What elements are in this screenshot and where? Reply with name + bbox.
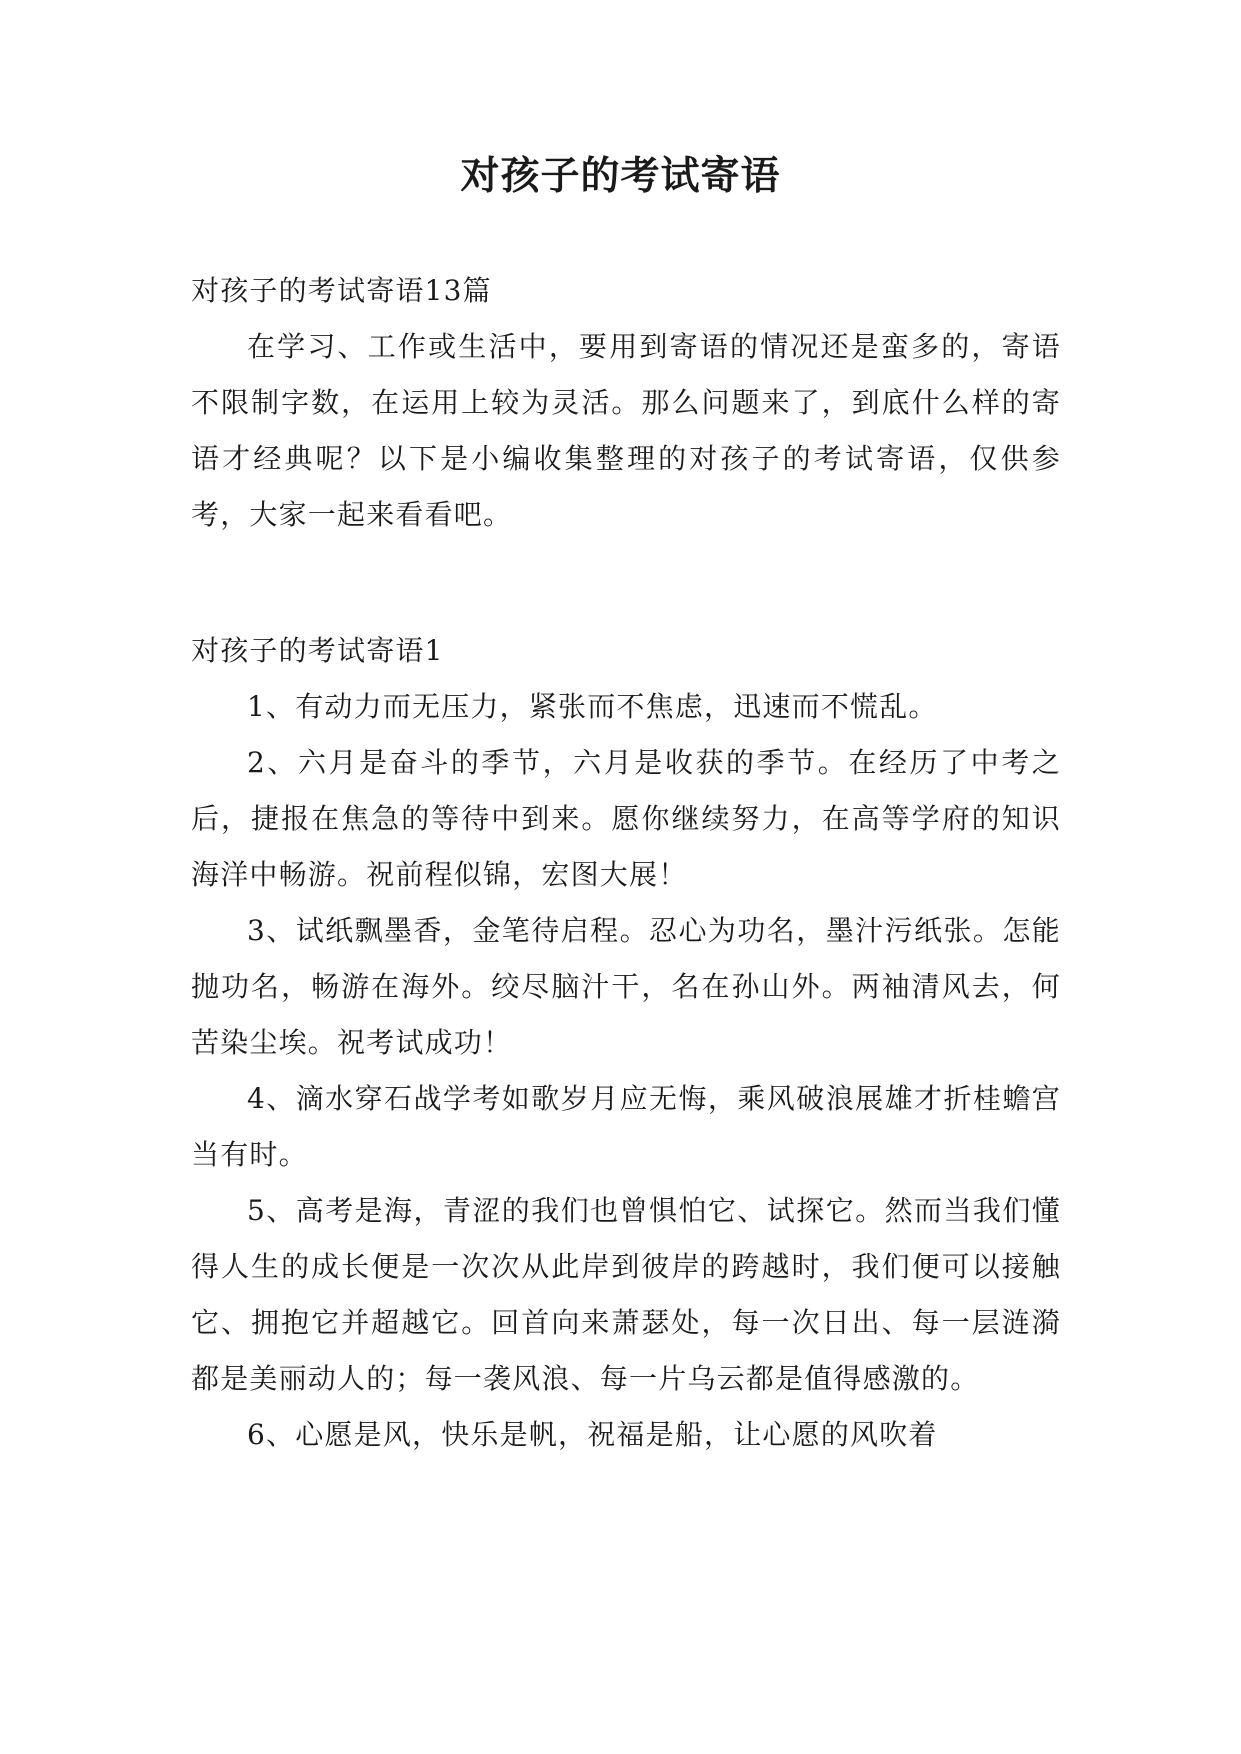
- intro-paragraph: 在学习、工作或生活中，要用到寄语的情况还是蛮多的，寄语不限制字数，在运用上较为灵活。那么问题来了，到底什么样的寄语才经典呢？以下是小编收集整理的对孩子的考试寄语，仅供参考，大家一起来看看吧。: [191, 330, 1061, 531]
- section-gap: [191, 543, 1061, 623]
- list-item: 1、有动力而无压力，紧张而不焦虑，迅速而不慌乱。: [247, 690, 938, 723]
- list-item: 6、心愿是风，快乐是帆，祝福是船，让心愿的风吹着: [247, 1418, 938, 1451]
- document-title: 对孩子的考试寄语: [460, 153, 781, 199]
- list-item: 5、高考是海，青涩的我们也曾惧怕它、试探它。然而当我们懂得人生的成长便是一次次从此岸到彼岸的跨越时，我们便可以接触它、拥抱它并超越它。回首向来萧瑟处，每一次日出、每一层涟漪都是美丽动人的；每一袭风浪、每一片乌云都是值得感激的。: [191, 1194, 1061, 1395]
- list-item: 2、六月是奋斗的季节，六月是收获的季节。在经历了中考之后，捷报在焦急的等待中到来。愿你继续努力，在高等学府的知识海洋中畅游。祝前程似锦，宏图大展！: [191, 746, 1061, 891]
- list-item: 3、试纸飘墨香，金笔待启程。忍心为功名，墨汁污纸张。怎能抛功名，畅游在海外。绞尽脑汁干，名在孙山外。两袖清风去，何苦染尘埃。祝考试成功！: [191, 914, 1061, 1059]
- section-heading: 对孩子的考试寄语1: [191, 634, 444, 667]
- document-body: [191, 263, 1061, 1463]
- list-item: 4、滴水穿石战学考如歌岁月应无悔，乘风破浪展雄才折桂蟾宫当有时。: [191, 1082, 1061, 1171]
- intro-heading: 对孩子的考试寄语13篇: [191, 274, 492, 307]
